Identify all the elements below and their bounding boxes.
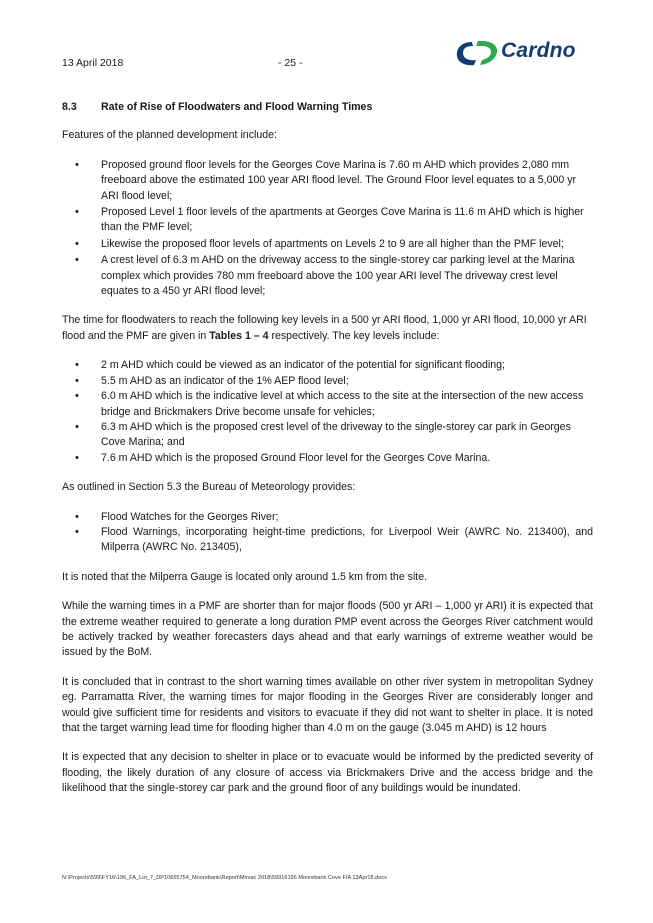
section-number: 8.3 (62, 101, 77, 113)
pmf-paragraph: While the warning times in a PMF are shorter than for major floods (500 yr ARI – 1,000 yr ARI) it is expected that the extreme weather required to generate a long duration PMP event across the Georges River catchment would be actively tracked by weather forecasters days ahead and that early warnings of extreme weather would be issued by the BoM. (62, 600, 593, 659)
cardno-logo (454, 38, 616, 68)
header-date: 13 April 2018 (62, 57, 124, 69)
key-levels-paragraph: The time for floodwaters to reach the following key levels in a 500 yr ARI flood, 1,000 yr ARI flood, 10,000 yr ARI flood and the PMF are given in Tables 1 – 4 respectively. The key levels include: (62, 314, 587, 342)
page-number: - 25 - (278, 57, 303, 69)
expectation-paragraph: It is expected that any decision to shelter in place or to evacuate would be informed by the predicted severity of flooding, the likely duration of any closure of access via Brickmakers Drive and the access bridge and the likelihood that the single-storey car park and the ground floor of any buildings would be inundated. (62, 751, 593, 795)
logo-wordmark: Cardno (501, 39, 576, 62)
features-intro: Features of the planned development include: (62, 129, 277, 142)
list-item: • 7.6 m AHD which is the proposed Ground Floor level for the Georges Cove Marina. (62, 451, 593, 466)
list-item: • A crest level of 6.3 m AHD on the driveway access to the single-storey car parking level at the Marina complex which provides 780 mm freeboard above the 100 year ARI level The driveway crest level equates to a 450 yr ARI flood level; (62, 253, 593, 299)
list-item: • Proposed Level 1 floor levels of the apartments at Georges Cove Marina is 11.6 m AHD which is higher than the PMF level; (62, 205, 593, 236)
list-item: • Flood Watches for the Georges River; (62, 510, 593, 525)
cardno-swoosh-icon (454, 38, 500, 68)
conclusion-paragraph: It is concluded that in contrast to the short warning times available on other river system in metropolitan Sydney eg. Parramatta River, the warning times for major flooding in the Georges River are considerably longer and would give sufficient time for residents and visitors to evacuate if they did not want to shelter in place. It is noted that the target warning lead time for flooding higher than 4.0 m on the gauge (3.045 m AHD) is 12 hours (62, 675, 593, 734)
bom-intro: As outlined in Section 5.3 the Bureau of Meteorology provides: (62, 481, 356, 494)
list-item: • Flood Warnings, incorporating height-time predictions, for Liverpool Weir (AWRC No. 213400), and Milperra (AWRC No. 213405), (62, 525, 593, 556)
list-item: • 2 m AHD which could be viewed as an indicator of the potential for significant flooding; (62, 358, 593, 373)
features-list (62, 158, 593, 300)
list-item: • 6.0 m AHD which is the indicative level at which access to the site at the intersection of the new access bridge and Brickmakers Drive become unsafe for vehicles; (62, 389, 593, 420)
section-heading (62, 100, 593, 115)
file-path-footer: N:\Projects\599\FY16\196_FA_Lot_7_DP10655754_Moorebank\Report\Mirvac 2018\59916196 Moorebank Cove FIA 13Apr18.docx (62, 875, 387, 881)
gauge-paragraph: It is noted that the Milperra Gauge is located only around 1.5 km from the site. (62, 570, 428, 583)
main-content (62, 100, 593, 811)
list-item: • 5.5 m AHD as an indicator of the 1% AEP flood level; (62, 374, 593, 389)
key-levels-list (62, 358, 593, 466)
tables-reference: Tables 1 – 4 (209, 329, 269, 342)
bom-list (62, 510, 593, 556)
list-item: • Likewise the proposed floor levels of apartments on Levels 2 to 9 are all higher than the PMF level; (62, 237, 593, 252)
list-item: • Proposed ground floor levels for the Georges Cove Marina is 7.60 m AHD which provides 2,080 mm freeboard above the estimated 100 year ARI flood level. The Ground Floor level equates to a 5,000 yr ARI flood level; (62, 158, 593, 204)
list-item: • 6.3 m AHD which is the proposed crest level of the driveway to the single-storey car park in Georges Cove Marina; and (62, 420, 593, 451)
section-title: Rate of Rise of Floodwaters and Flood Warning Times (101, 101, 373, 113)
